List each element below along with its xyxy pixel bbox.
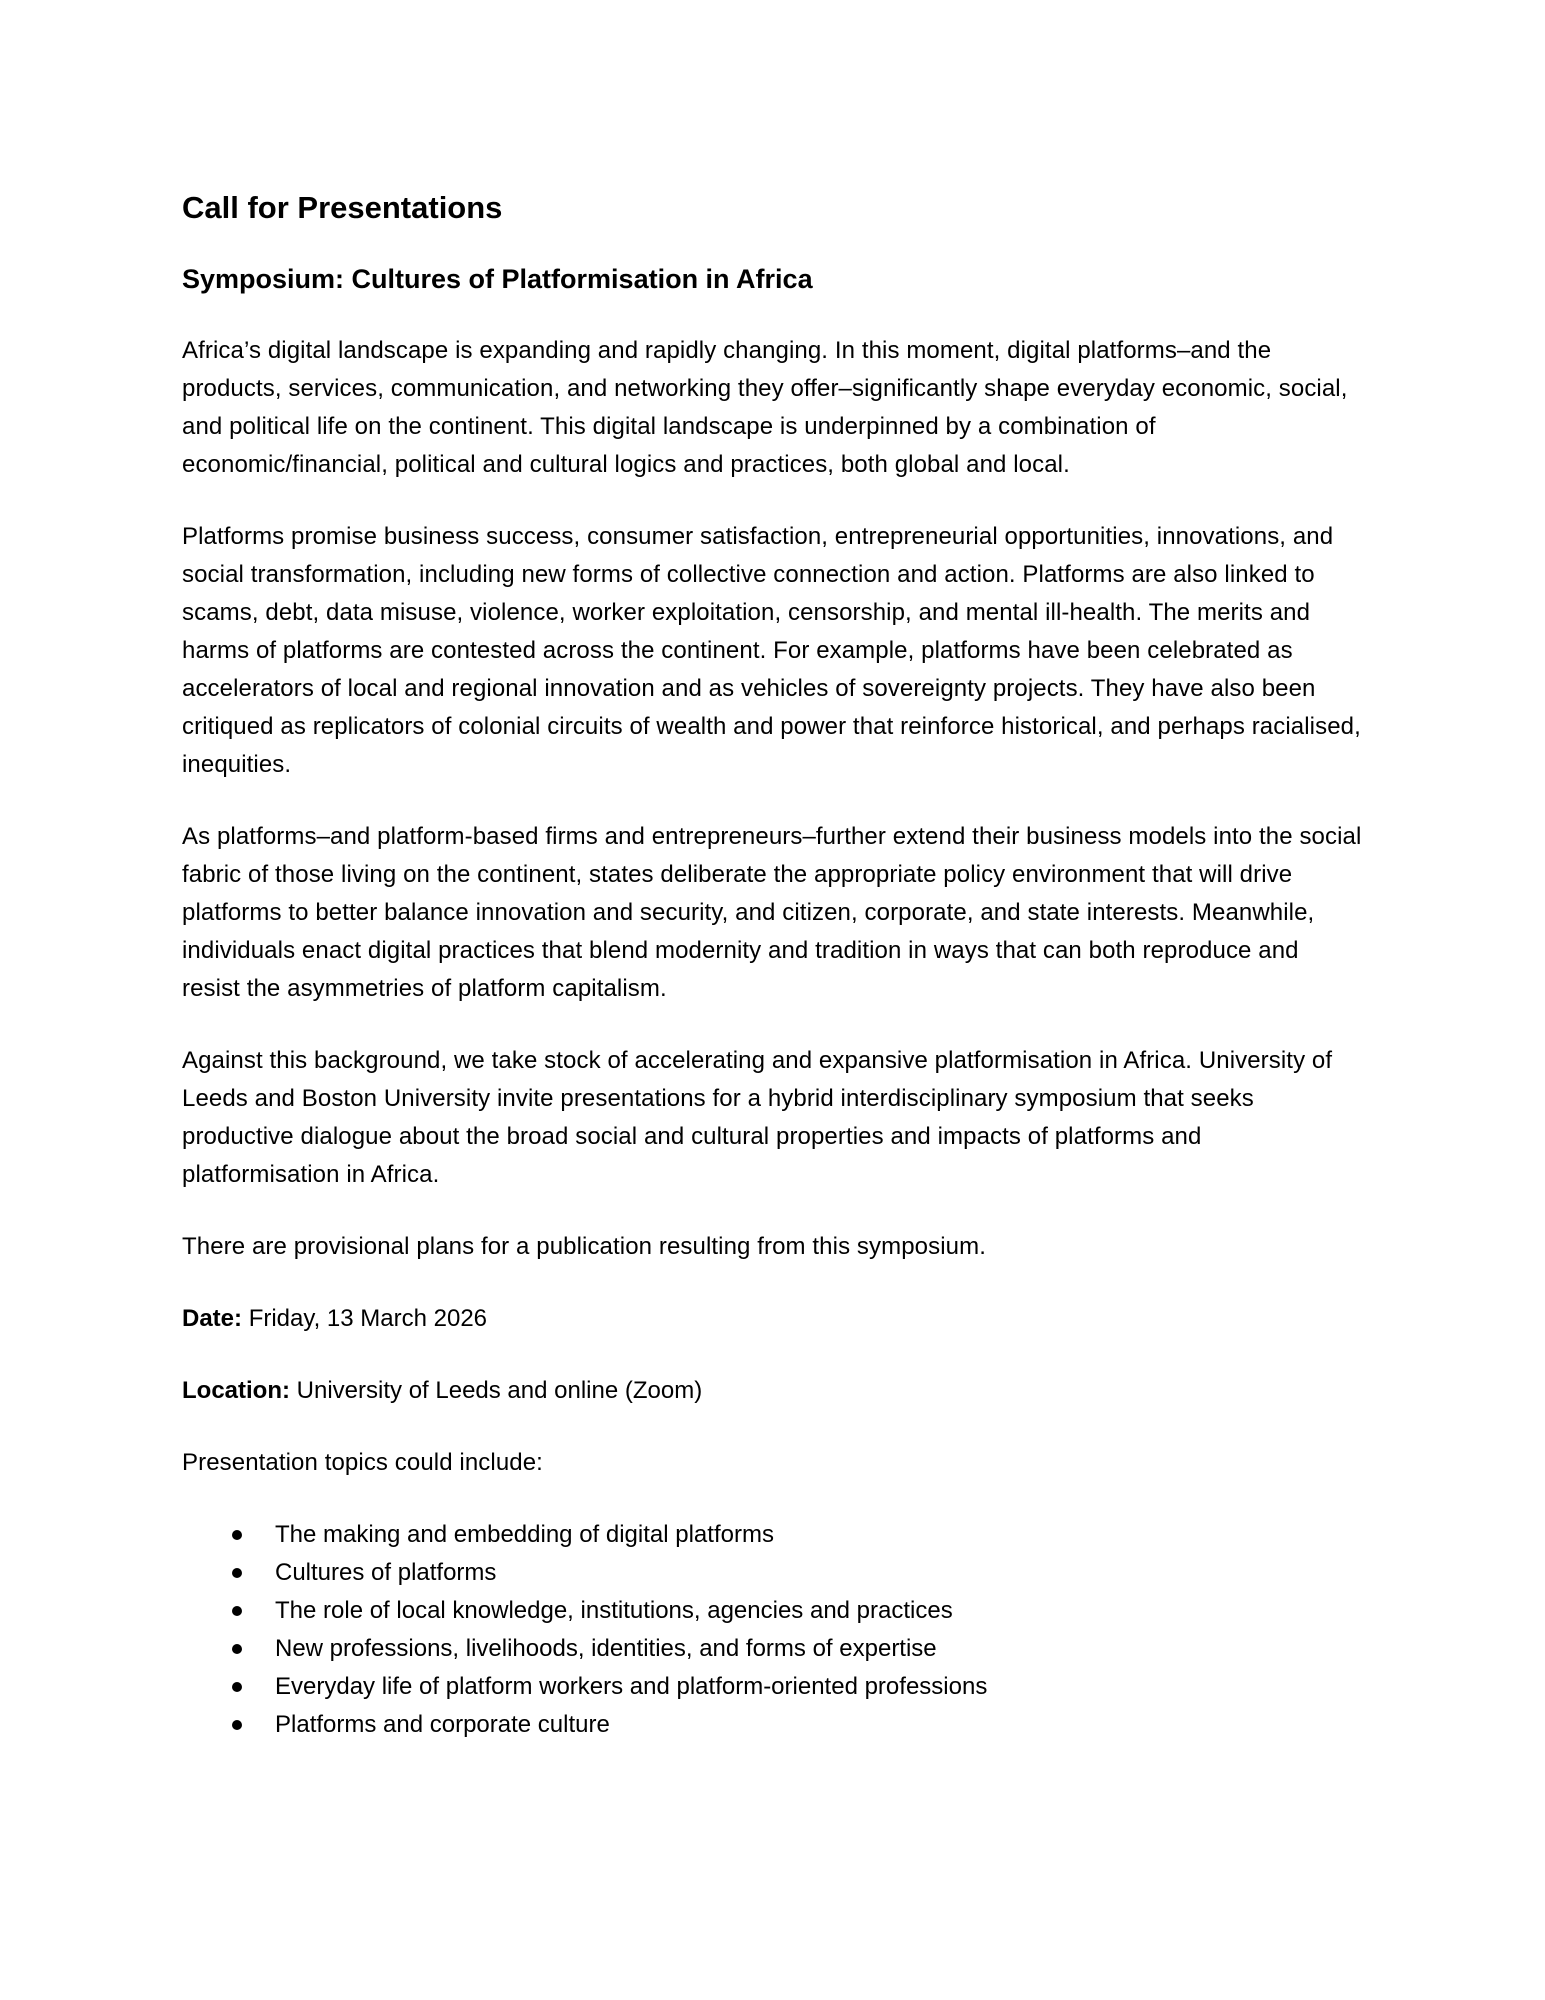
paragraph-symposium-invitation: Against this background, we take stock of accelerating and expansive platformisation in Africa. University of Leeds and Boston University invite presentations for a hybrid interdisciplinary symposium that seeks productive dialogue about the broad social and cultural properties and impacts of platforms and platformisation in Africa. <box>182 1047 1333 1188</box>
paragraph-platform-expansion: As platforms–and platform-based firms and entrepreneurs–further extend their business models into the social fabric of those living on the continent, states deliberate the appropriate policy environment that will drive platforms to better balance innovation and security, and citizen, corporate, and state interests. Meanwhile, individuals enact digital practices that blend modernity and tradition in ways that can both reproduce and resist the asymmetries of platform capitalism. <box>182 823 1362 1002</box>
location-label: Location: <box>182 1377 290 1404</box>
topic-list-item: New professions, livelihoods, identities, and forms of expertise <box>182 1630 1363 1668</box>
paragraph-platform-promises: Platforms promise business success, consumer satisfaction, entrepreneurial opportunities, innovations, and social transformation, including new forms of collective connection and action. Platforms are also linked to scams, debt, data misuse, violence, worker exploitation, censorship, and mental ill-health. The merits and harms of platforms are contested across the continent. For example, platforms have been celebrated as accelerators of local and regional innovation and as vehicles of sovereignty projects. They have also been critiqued as replicators of colonial circuits of wealth and power that reinforce historical, and perhaps racialised, inequities. <box>182 523 1361 778</box>
paragraph-digital-landscape: Africa’s digital landscape is expanding and rapidly changing. In this moment, digital platforms–and the products, services, communication, and networking they offer–significantly shape everyday economic, social, and political life on the continent. This digital landscape is underpinned by a combination of economic/financial, political and cultural logics and practices, both global and local. <box>182 337 1348 478</box>
location-line <box>182 1372 1363 1410</box>
date-line <box>182 1300 1363 1338</box>
date-label: Date: <box>182 1305 243 1332</box>
topic-list-item: Everyday life of platform workers and platform-oriented professions <box>182 1668 1363 1706</box>
topic-list-item: The making and embedding of digital platforms <box>182 1516 1363 1554</box>
document-title: Call for Presentations <box>182 190 503 225</box>
document-subtitle: Symposium: Cultures of Platformisation in Africa <box>182 264 813 294</box>
topic-list-item: Cultures of platforms <box>182 1554 1363 1592</box>
topic-list-item: Platforms and corporate culture <box>182 1706 1363 1744</box>
topics-heading: Presentation topics could include: <box>182 1449 543 1476</box>
topics-list <box>182 1516 1363 1744</box>
topic-list-item: The role of local knowledge, institutions, agencies and practices <box>182 1592 1363 1630</box>
paragraph-publication-plans: There are provisional plans for a publication resulting from this symposium. <box>182 1233 986 1260</box>
location-value: University of Leeds and online (Zoom) <box>296 1377 703 1404</box>
date-value: Friday, 13 March 2026 <box>248 1305 488 1332</box>
